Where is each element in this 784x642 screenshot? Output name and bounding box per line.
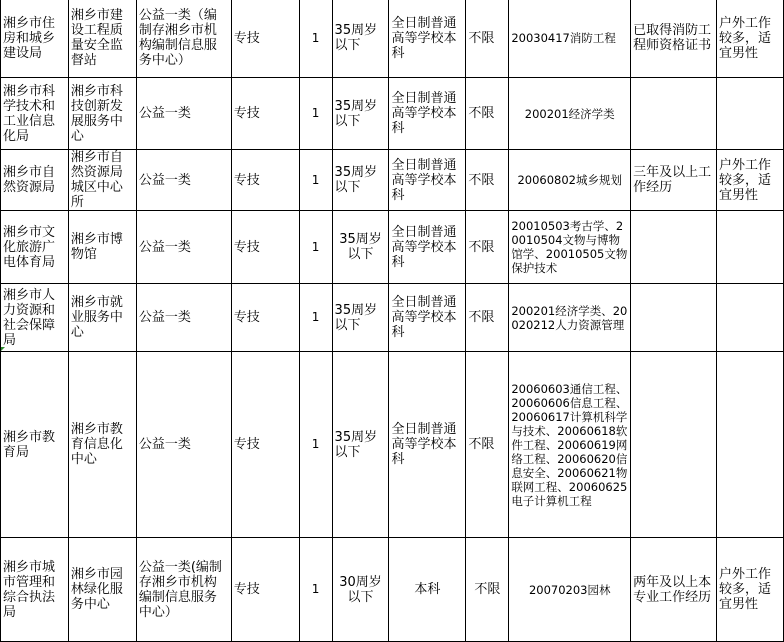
unit-cell: 湘乡市建设工程质量安全监督站 bbox=[68, 0, 136, 78]
post-type-cell: 专技 bbox=[231, 150, 299, 211]
table-row bbox=[1, 352, 784, 538]
major-cell: 20060802城乡规划 bbox=[509, 150, 631, 211]
table-row bbox=[1, 78, 784, 150]
post-type-cell: 专技 bbox=[231, 352, 299, 538]
age-cell: 35周岁以下 bbox=[332, 150, 389, 211]
unit-cell: 湘乡市博物馆 bbox=[68, 211, 136, 284]
hire-count-cell: 1 bbox=[299, 78, 332, 150]
table-row bbox=[1, 150, 784, 211]
education-cell: 全日制普通高等学校本科 bbox=[389, 211, 466, 284]
age-cell: 35周岁以下 bbox=[332, 78, 389, 150]
major-cell: 200201经济学类 bbox=[509, 78, 631, 150]
post-type-cell: 专技 bbox=[231, 538, 299, 642]
hire-count-cell: 1 bbox=[299, 211, 332, 284]
major-cell: 20010503考古学、20010504文物与博物馆学、20010505文物保护技术 bbox=[509, 211, 631, 284]
post-type-cell: 专技 bbox=[231, 0, 299, 78]
degree-cell: 不限 bbox=[466, 538, 509, 642]
other-requirements-cell bbox=[631, 352, 717, 538]
unit-cell: 湘乡市科技创新发展服务中心 bbox=[68, 78, 136, 150]
degree-cell: 不限 bbox=[466, 284, 509, 352]
note-cell: 户外工作较多，适宜男性 bbox=[717, 538, 784, 642]
department-cell: 湘乡市人力资源和社会保障局 bbox=[1, 284, 69, 352]
age-cell: 35周岁以下 bbox=[332, 352, 389, 538]
table-row bbox=[1, 0, 784, 78]
major-cell: 20030417消防工程 bbox=[509, 0, 631, 78]
department-cell: 湘乡市教育局 bbox=[1, 352, 69, 538]
age-cell: 35周岁以下 bbox=[332, 211, 389, 284]
education-cell: 全日制普通高等学校本科 bbox=[389, 78, 466, 150]
degree-cell: 不限 bbox=[466, 150, 509, 211]
note-cell: 户外工作较多，适宜男性 bbox=[717, 150, 784, 211]
major-cell: 20070203园林 bbox=[509, 538, 631, 642]
table-row bbox=[1, 284, 784, 352]
age-cell: 35周岁以下 bbox=[332, 0, 389, 78]
other-requirements-cell: 两年及以上本专业工作经历 bbox=[631, 538, 717, 642]
table-row bbox=[1, 211, 784, 284]
unit-cell: 湘乡市就业服务中心 bbox=[68, 284, 136, 352]
degree-cell: 不限 bbox=[466, 0, 509, 78]
education-cell: 全日制普通高等学校本科 bbox=[389, 0, 466, 78]
note-cell bbox=[717, 284, 784, 352]
unit-type-cell: 公益一类(编制存湘乡市机构编制信息服务中心） bbox=[136, 538, 231, 642]
department-cell: 湘乡市科学技术和工业信息化局 bbox=[1, 78, 69, 150]
major-cell: 20060603通信工程、20060606信息工程、20060617计算机科学与技术、20060618软件工程、20060619网络工程、20060620信息安全、20060621物联网工程、20060625电子计算机工程 bbox=[509, 352, 631, 538]
unit-cell: 湘乡市自然资源局城区中心所 bbox=[68, 150, 136, 211]
unit-cell: 湘乡市园林绿化服务中心 bbox=[68, 538, 136, 642]
note-cell bbox=[717, 211, 784, 284]
degree-cell: 不限 bbox=[466, 211, 509, 284]
unit-cell: 湘乡市教育信息化中心 bbox=[68, 352, 136, 538]
education-cell: 全日制普通高等学校本科 bbox=[389, 284, 466, 352]
note-cell: 户外工作较多，适宜男性 bbox=[717, 0, 784, 78]
other-requirements-cell bbox=[631, 284, 717, 352]
table-row bbox=[1, 538, 784, 642]
hire-count-cell: 1 bbox=[299, 0, 332, 78]
department-cell: 湘乡市城市管理和综合执法局 bbox=[1, 538, 69, 642]
other-requirements-cell: 已取得消防工程师资格证书 bbox=[631, 0, 717, 78]
post-type-cell: 专技 bbox=[231, 211, 299, 284]
post-type-cell: 专技 bbox=[231, 78, 299, 150]
degree-cell: 不限 bbox=[466, 352, 509, 538]
unit-type-cell: 公益一类 bbox=[136, 211, 231, 284]
unit-type-cell: 公益一类 bbox=[136, 284, 231, 352]
hire-count-cell: 1 bbox=[299, 150, 332, 211]
department-cell: 湘乡市自然资源局 bbox=[1, 150, 69, 211]
unit-type-cell: 公益一类（编制存湘乡市机构编制信息服务中心） bbox=[136, 0, 231, 78]
degree-cell: 不限 bbox=[466, 78, 509, 150]
education-cell: 全日制普通高等学校本科 bbox=[389, 352, 466, 538]
hire-count-cell: 1 bbox=[299, 538, 332, 642]
other-requirements-cell bbox=[631, 211, 717, 284]
other-requirements-cell: 三年及以上工作经历 bbox=[631, 150, 717, 211]
other-requirements-cell bbox=[631, 78, 717, 150]
hire-count-cell: 1 bbox=[299, 284, 332, 352]
note-cell bbox=[717, 78, 784, 150]
age-cell: 35周岁以下 bbox=[332, 284, 389, 352]
hire-count-cell: 1 bbox=[299, 352, 332, 538]
age-cell: 30周岁以下 bbox=[332, 538, 389, 642]
major-cell: 200201经济学类、20020212人力资源管理 bbox=[509, 284, 631, 352]
post-type-cell: 专技 bbox=[231, 284, 299, 352]
unit-type-cell: 公益一类 bbox=[136, 78, 231, 150]
unit-type-cell: 公益一类 bbox=[136, 150, 231, 211]
department-cell: 湘乡市文化旅游广电体育局 bbox=[1, 211, 69, 284]
department-cell: 湘乡市住房和城乡建设局 bbox=[1, 0, 69, 78]
note-cell bbox=[717, 352, 784, 538]
unit-type-cell: 公益一类 bbox=[136, 352, 231, 538]
education-cell: 本科 bbox=[389, 538, 466, 642]
education-cell: 全日制普通高等学校本科 bbox=[389, 150, 466, 211]
